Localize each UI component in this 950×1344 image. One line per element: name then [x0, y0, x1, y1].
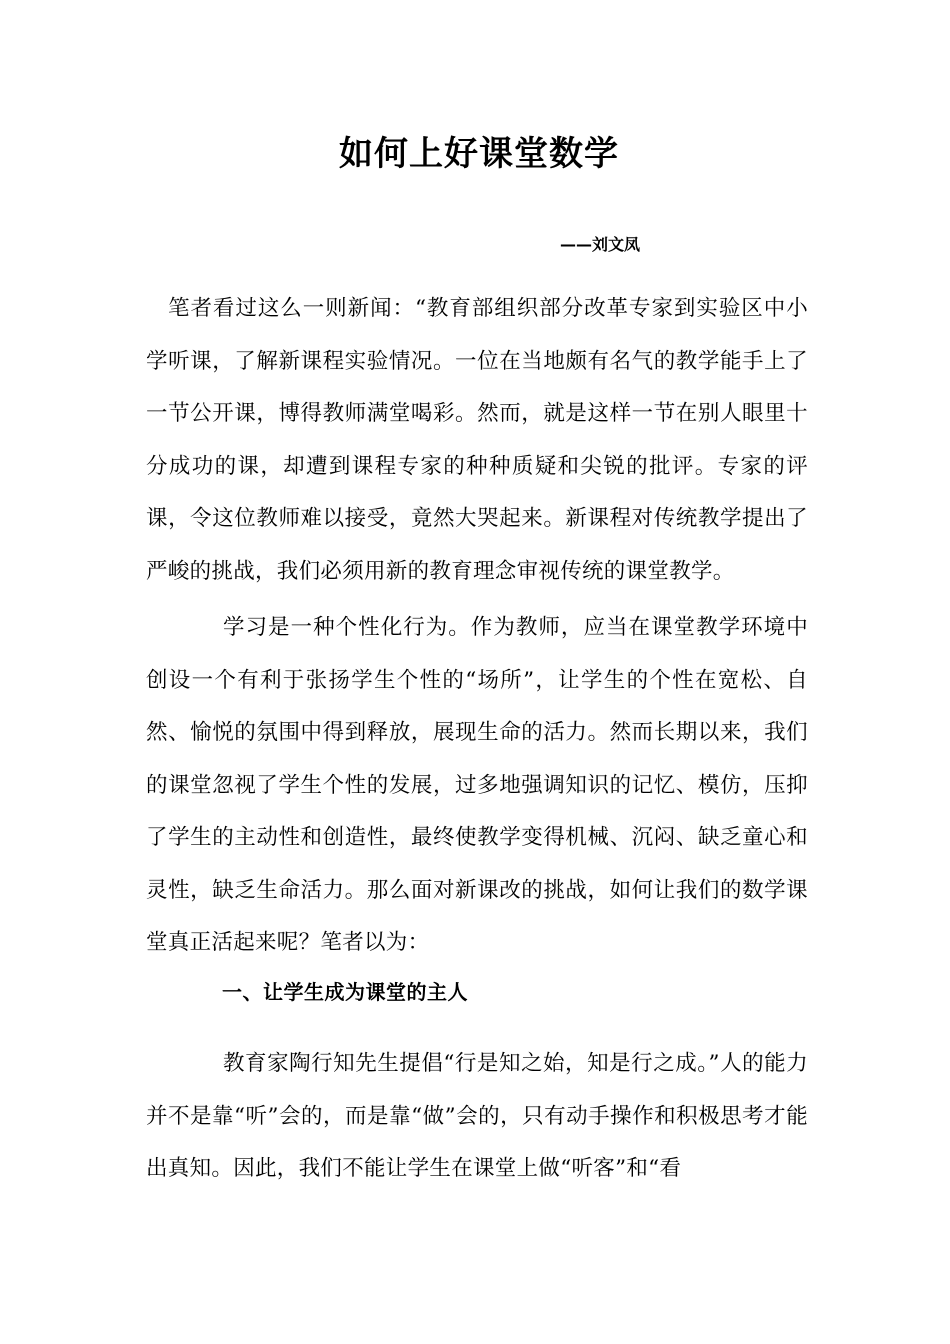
paragraph-tao-xingzhi: 教育家陶行知先生提倡“行是知之始，知是行之成。”人的能力并不是靠“听”会的，而是靠“做”会的，只有动手操作和积极思考才能出真知。因此，我们不能让学生在课堂上做“听客”和“看: [146, 1051, 808, 1181]
document-title: 如何上好课堂数学: [339, 134, 619, 174]
author-line: ——刘文凤: [560, 235, 641, 254]
paragraph-intro: 笔者看过这么一则新闻：“教育部组织部分改革专家到实验区中小学听课，了解新课程实验情况。一位在当地颇有名气的教学能手上了一节公开课，博得教师满堂喝彩。然而，就是这样一节在别人眼里十分成功的课，却遭到课程专家的种种质疑和尖锐的批评。专家的评课，令这位教师难以接受，竟然大哭起来。新课程对传统教学提出了严峻的挑战，我们必须用新的教育理念审视传统的课堂教学。: [146, 296, 808, 584]
section-heading: 一、让学生成为课堂的主人: [222, 980, 468, 1004]
paragraph-individuality: 学习是一种个性化行为。作为教师，应当在课堂教学环境中创设一个有利于张扬学生个性的“场所”，让学生的个性在宽松、自然、愉悦的氛围中得到释放，展现生命的活力。然而长期以来，我们的课堂忽视了学生个性的发展，过多地强调知识的记忆、模仿，压抑了学生的主动性和创造性，最终使教学变得机械、沉闷、缺乏童心和灵性，缺乏生命活力。那么面对新课改的挑战，如何让我们的数学课堂真正活起来呢？笔者以为：: [146, 615, 808, 955]
